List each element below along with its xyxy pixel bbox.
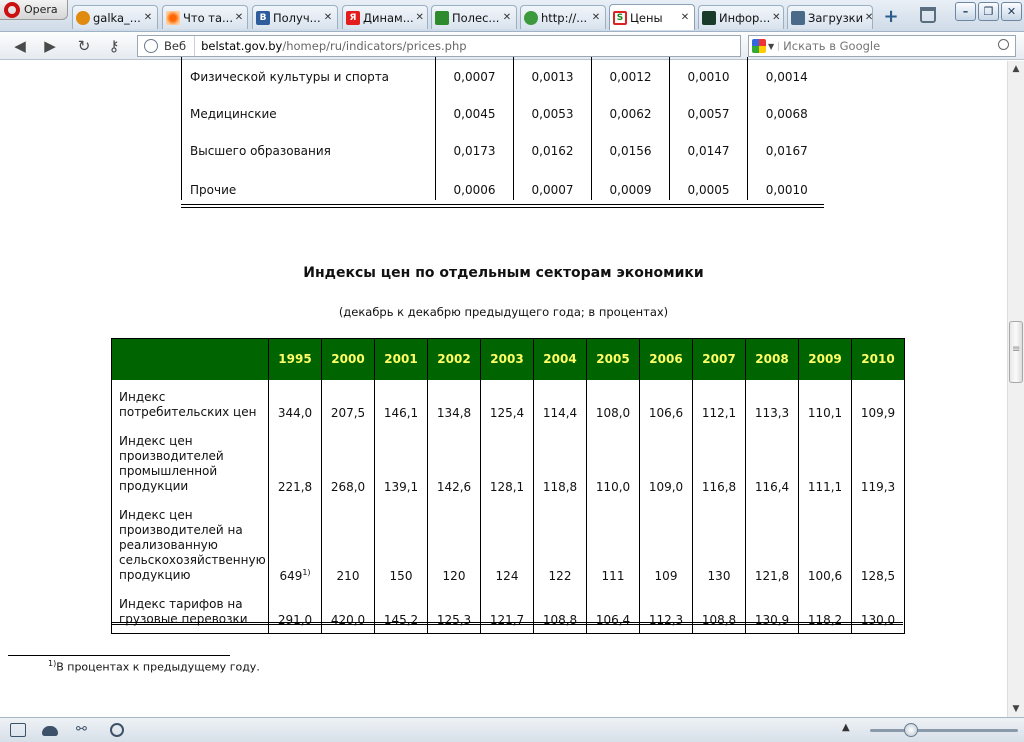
zoom-slider-knob[interactable] xyxy=(904,723,918,737)
row-label: Медицинские xyxy=(182,94,436,131)
year-header: 2004 xyxy=(534,339,587,380)
tab-poles[interactable] xyxy=(431,5,517,29)
table-cell: 111,1 xyxy=(799,426,852,500)
row-label: Физической культуры и спорта xyxy=(182,57,436,94)
table-cell: 0,0167 xyxy=(748,131,826,168)
restore-button[interactable]: ❐ xyxy=(978,2,999,21)
status-bar xyxy=(0,717,1024,742)
top-table xyxy=(181,57,826,200)
table-row xyxy=(112,500,905,589)
table-cell: 291,0 xyxy=(269,589,322,634)
row-label: Индекс потребительских цен xyxy=(112,380,269,426)
year-header: 2007 xyxy=(693,339,746,380)
close-icon[interactable]: ✕ xyxy=(591,12,601,23)
tab-chto-ta[interactable] xyxy=(162,5,248,29)
table-cell: 0,0147 xyxy=(670,131,748,168)
table-cell: 0,0012 xyxy=(592,57,670,94)
row-label: Высшего образования xyxy=(182,131,436,168)
table-cell: 121,7 xyxy=(481,589,534,634)
table-cell: 109,9 xyxy=(852,380,905,426)
table-cell: 108,8 xyxy=(693,589,746,634)
tab-label: Инфор... xyxy=(719,10,771,25)
new-tab-button[interactable]: + xyxy=(883,6,899,27)
table-cell xyxy=(269,500,322,589)
opera-menu-label: Opera xyxy=(24,3,58,16)
tab-zagruzki[interactable] xyxy=(787,5,873,29)
table-cell: 145,2 xyxy=(375,589,428,634)
table-cell: 0,0013 xyxy=(514,57,592,94)
address-bar[interactable] xyxy=(137,35,741,57)
table-row xyxy=(182,94,826,131)
dots-icon xyxy=(166,11,180,25)
table-cell: 108,8 xyxy=(534,589,587,634)
table-cell: 113,3 xyxy=(746,380,799,426)
zoom-slider[interactable] xyxy=(870,729,1018,732)
globe-icon xyxy=(76,11,90,25)
section-title: Индексы цен по отдельным секторам экономики xyxy=(303,265,704,281)
close-icon[interactable]: ✕ xyxy=(864,12,874,23)
price-index-table xyxy=(111,338,905,634)
back-arrow-icon[interactable]: ◀ xyxy=(14,37,26,55)
zoom-out-icon[interactable]: ▲ xyxy=(842,722,850,733)
table-cell: 0,0014 xyxy=(748,57,826,94)
table-cell: 118,8 xyxy=(534,426,587,500)
table-cell: 130,0 xyxy=(852,589,905,634)
globe-icon xyxy=(144,39,158,53)
tab-infor[interactable] xyxy=(698,5,784,29)
table-cell: 111 xyxy=(587,500,640,589)
tab-bar xyxy=(0,0,1024,32)
year-header: 2001 xyxy=(375,339,428,380)
year-header: 2003 xyxy=(481,339,534,380)
table-cell: 121,8 xyxy=(746,500,799,589)
table-bottom-rule xyxy=(181,204,824,208)
year-header: 2002 xyxy=(428,339,481,380)
scroll-down-arrow-icon[interactable]: ▼ xyxy=(1012,704,1020,714)
close-icon[interactable]: ✕ xyxy=(234,12,244,23)
table-cell: 118,2 xyxy=(799,589,852,634)
search-icon[interactable] xyxy=(998,39,1009,50)
yandex-icon: Я xyxy=(346,11,360,25)
table-cell: 0,0006 xyxy=(436,168,514,200)
close-icon[interactable]: ✕ xyxy=(323,12,333,23)
table-cell: 106,4 xyxy=(587,589,640,634)
table-cell: 110,1 xyxy=(799,380,852,426)
table-cell: 0,0009 xyxy=(592,168,670,200)
key-icon[interactable]: ⚷ xyxy=(108,37,120,55)
footnote-text: В процентах к предыдущему году. xyxy=(56,660,260,674)
cell-value: 649 xyxy=(279,568,303,583)
close-icon[interactable]: ✕ xyxy=(680,12,690,23)
row-label: Индекс цен производителей промышленной продукции xyxy=(112,426,269,500)
table-cell: 122 xyxy=(534,500,587,589)
table-cell: 106,6 xyxy=(640,380,693,426)
tab-label: http://... xyxy=(541,10,588,25)
table-cell: 125,3 xyxy=(428,589,481,634)
belstat-logo-icon: S xyxy=(613,11,627,25)
globe-icon xyxy=(524,11,538,25)
search-box[interactable] xyxy=(748,35,1016,57)
close-icon[interactable]: ✕ xyxy=(772,12,781,23)
table-cell: 0,0045 xyxy=(436,94,514,131)
table-cell: 119,3 xyxy=(852,426,905,500)
table-cell: 112,3 xyxy=(640,589,693,634)
letter-b-icon: B xyxy=(256,11,270,25)
tab-http[interactable] xyxy=(520,5,606,29)
page-viewport xyxy=(0,61,1007,717)
table-cell: 116,4 xyxy=(746,426,799,500)
graph-icon xyxy=(702,11,716,25)
table-cell: 210 xyxy=(322,500,375,589)
download-icon xyxy=(791,11,805,25)
scrollbar-thumb[interactable] xyxy=(1009,321,1023,383)
table-cell: 108,0 xyxy=(587,380,640,426)
year-header: 1995 xyxy=(269,339,322,380)
tab-ceny[interactable] xyxy=(609,4,695,30)
table-cell: 0,0057 xyxy=(670,94,748,131)
minimize-button[interactable]: – xyxy=(955,2,976,21)
table-cell: 130,9 xyxy=(746,589,799,634)
table-cell: 120 xyxy=(428,500,481,589)
tab-dinam[interactable] xyxy=(342,5,428,29)
year-header: 2005 xyxy=(587,339,640,380)
table-cell: 0,0010 xyxy=(670,57,748,94)
tab-label: Полес... xyxy=(452,10,500,25)
chevron-down-icon[interactable]: ▼ xyxy=(768,42,779,51)
year-header: 2009 xyxy=(799,339,852,380)
table-cell: 100,6 xyxy=(799,500,852,589)
table-cell: 0,0162 xyxy=(514,131,592,168)
table-cell: 109,0 xyxy=(640,426,693,500)
table-cell: 128,5 xyxy=(852,500,905,589)
table-cell: 146,1 xyxy=(375,380,428,426)
table-cell: 134,8 xyxy=(428,380,481,426)
table-cell: 344,0 xyxy=(269,380,322,426)
scroll-up-arrow-icon[interactable]: ▲ xyxy=(1012,64,1020,74)
close-icon[interactable]: ✕ xyxy=(502,12,512,23)
url-host: belstat.gov.by xyxy=(201,39,283,53)
close-icon[interactable]: ✕ xyxy=(415,12,424,23)
cloud-icon[interactable] xyxy=(42,726,58,736)
tab-label: galka_... xyxy=(93,10,141,25)
footnote-divider xyxy=(8,655,230,656)
table-cell: 116,8 xyxy=(693,426,746,500)
table-cell: 130 xyxy=(693,500,746,589)
close-icon[interactable]: ✕ xyxy=(143,12,153,23)
google-icon[interactable] xyxy=(752,39,766,53)
footnote-mark: 1) xyxy=(302,567,311,577)
table-cell: 112,1 xyxy=(693,380,746,426)
table-cell: 0,0173 xyxy=(436,131,514,168)
close-window-button[interactable]: ✕ xyxy=(1001,2,1022,21)
year-header: 2006 xyxy=(640,339,693,380)
share-icon[interactable]: ⚯ xyxy=(76,722,87,737)
table-cell: 109 xyxy=(640,500,693,589)
opera-menu-button[interactable] xyxy=(0,0,68,20)
tab-label: Загрузки xyxy=(808,10,864,25)
tab-label: Что та... xyxy=(183,10,233,25)
table-cell: 0,0005 xyxy=(670,168,748,200)
forward-arrow-icon[interactable]: ▶ xyxy=(44,37,56,55)
address-prefix: Веб xyxy=(158,36,195,56)
table-row xyxy=(112,426,905,500)
table-cell: 0,0053 xyxy=(514,94,592,131)
table-row xyxy=(112,380,905,426)
panel-toggle-icon[interactable] xyxy=(10,723,26,737)
table-header-row xyxy=(112,339,905,380)
year-header: 2010 xyxy=(852,339,905,380)
table-row xyxy=(182,131,826,168)
footnote-mark: 1) xyxy=(48,659,57,668)
table-cell: 221,8 xyxy=(269,426,322,500)
table-cell: 0,0068 xyxy=(748,94,826,131)
row-label: Индекс тарифов на грузовые перевозки xyxy=(112,589,269,634)
footnote xyxy=(48,659,260,674)
table-row xyxy=(112,589,905,634)
table-cell: 0,0007 xyxy=(514,168,592,200)
tab-poluch[interactable] xyxy=(252,5,338,29)
tab-label: Цены xyxy=(630,10,663,25)
table-row xyxy=(182,168,826,200)
year-header: 2008 xyxy=(746,339,799,380)
table-cell: 0,0010 xyxy=(748,168,826,200)
table-cell: 128,1 xyxy=(481,426,534,500)
tab-label: Получ... xyxy=(273,10,321,25)
table-cell: 139,1 xyxy=(375,426,428,500)
year-header: 2000 xyxy=(322,339,375,380)
table-cell: 207,5 xyxy=(322,380,375,426)
header-corner xyxy=(112,339,269,380)
table-cell: 268,0 xyxy=(322,426,375,500)
vertical-scrollbar[interactable] xyxy=(1007,61,1024,717)
opera-logo-icon xyxy=(4,2,20,18)
table-row xyxy=(182,57,826,94)
address-url[interactable] xyxy=(195,39,466,53)
search-input[interactable] xyxy=(783,39,983,53)
tab-galka[interactable] xyxy=(72,5,158,29)
table-cell: 0,0156 xyxy=(592,131,670,168)
speed-dial-icon[interactable] xyxy=(110,723,124,737)
section-subtitle: (декабрь к декабрю предыдущего года; в процентах) xyxy=(338,305,669,319)
navigation-bar xyxy=(0,32,1024,60)
tab-label: Динам... xyxy=(363,10,414,25)
table-cell: 0,0007 xyxy=(436,57,514,94)
table-cell: 142,6 xyxy=(428,426,481,500)
table-cell: 420,0 xyxy=(322,589,375,634)
table-cell: 110,0 xyxy=(587,426,640,500)
table-cell: 150 xyxy=(375,500,428,589)
url-path: /homep/ru/indicators/prices.php xyxy=(282,39,467,53)
table-cell: 125,4 xyxy=(481,380,534,426)
table-cell: 114,4 xyxy=(534,380,587,426)
reload-icon[interactable]: ↻ xyxy=(77,37,91,55)
trash-icon[interactable] xyxy=(920,7,936,23)
table-bottom-rule xyxy=(111,622,903,625)
row-label: Индекс цен производителей на реализованную сельскохозяйственную продукцию xyxy=(112,500,269,589)
table-cell: 0,0062 xyxy=(592,94,670,131)
row-label: Прочие xyxy=(182,168,436,200)
table-cell: 124 xyxy=(481,500,534,589)
emblem-icon xyxy=(435,11,449,25)
